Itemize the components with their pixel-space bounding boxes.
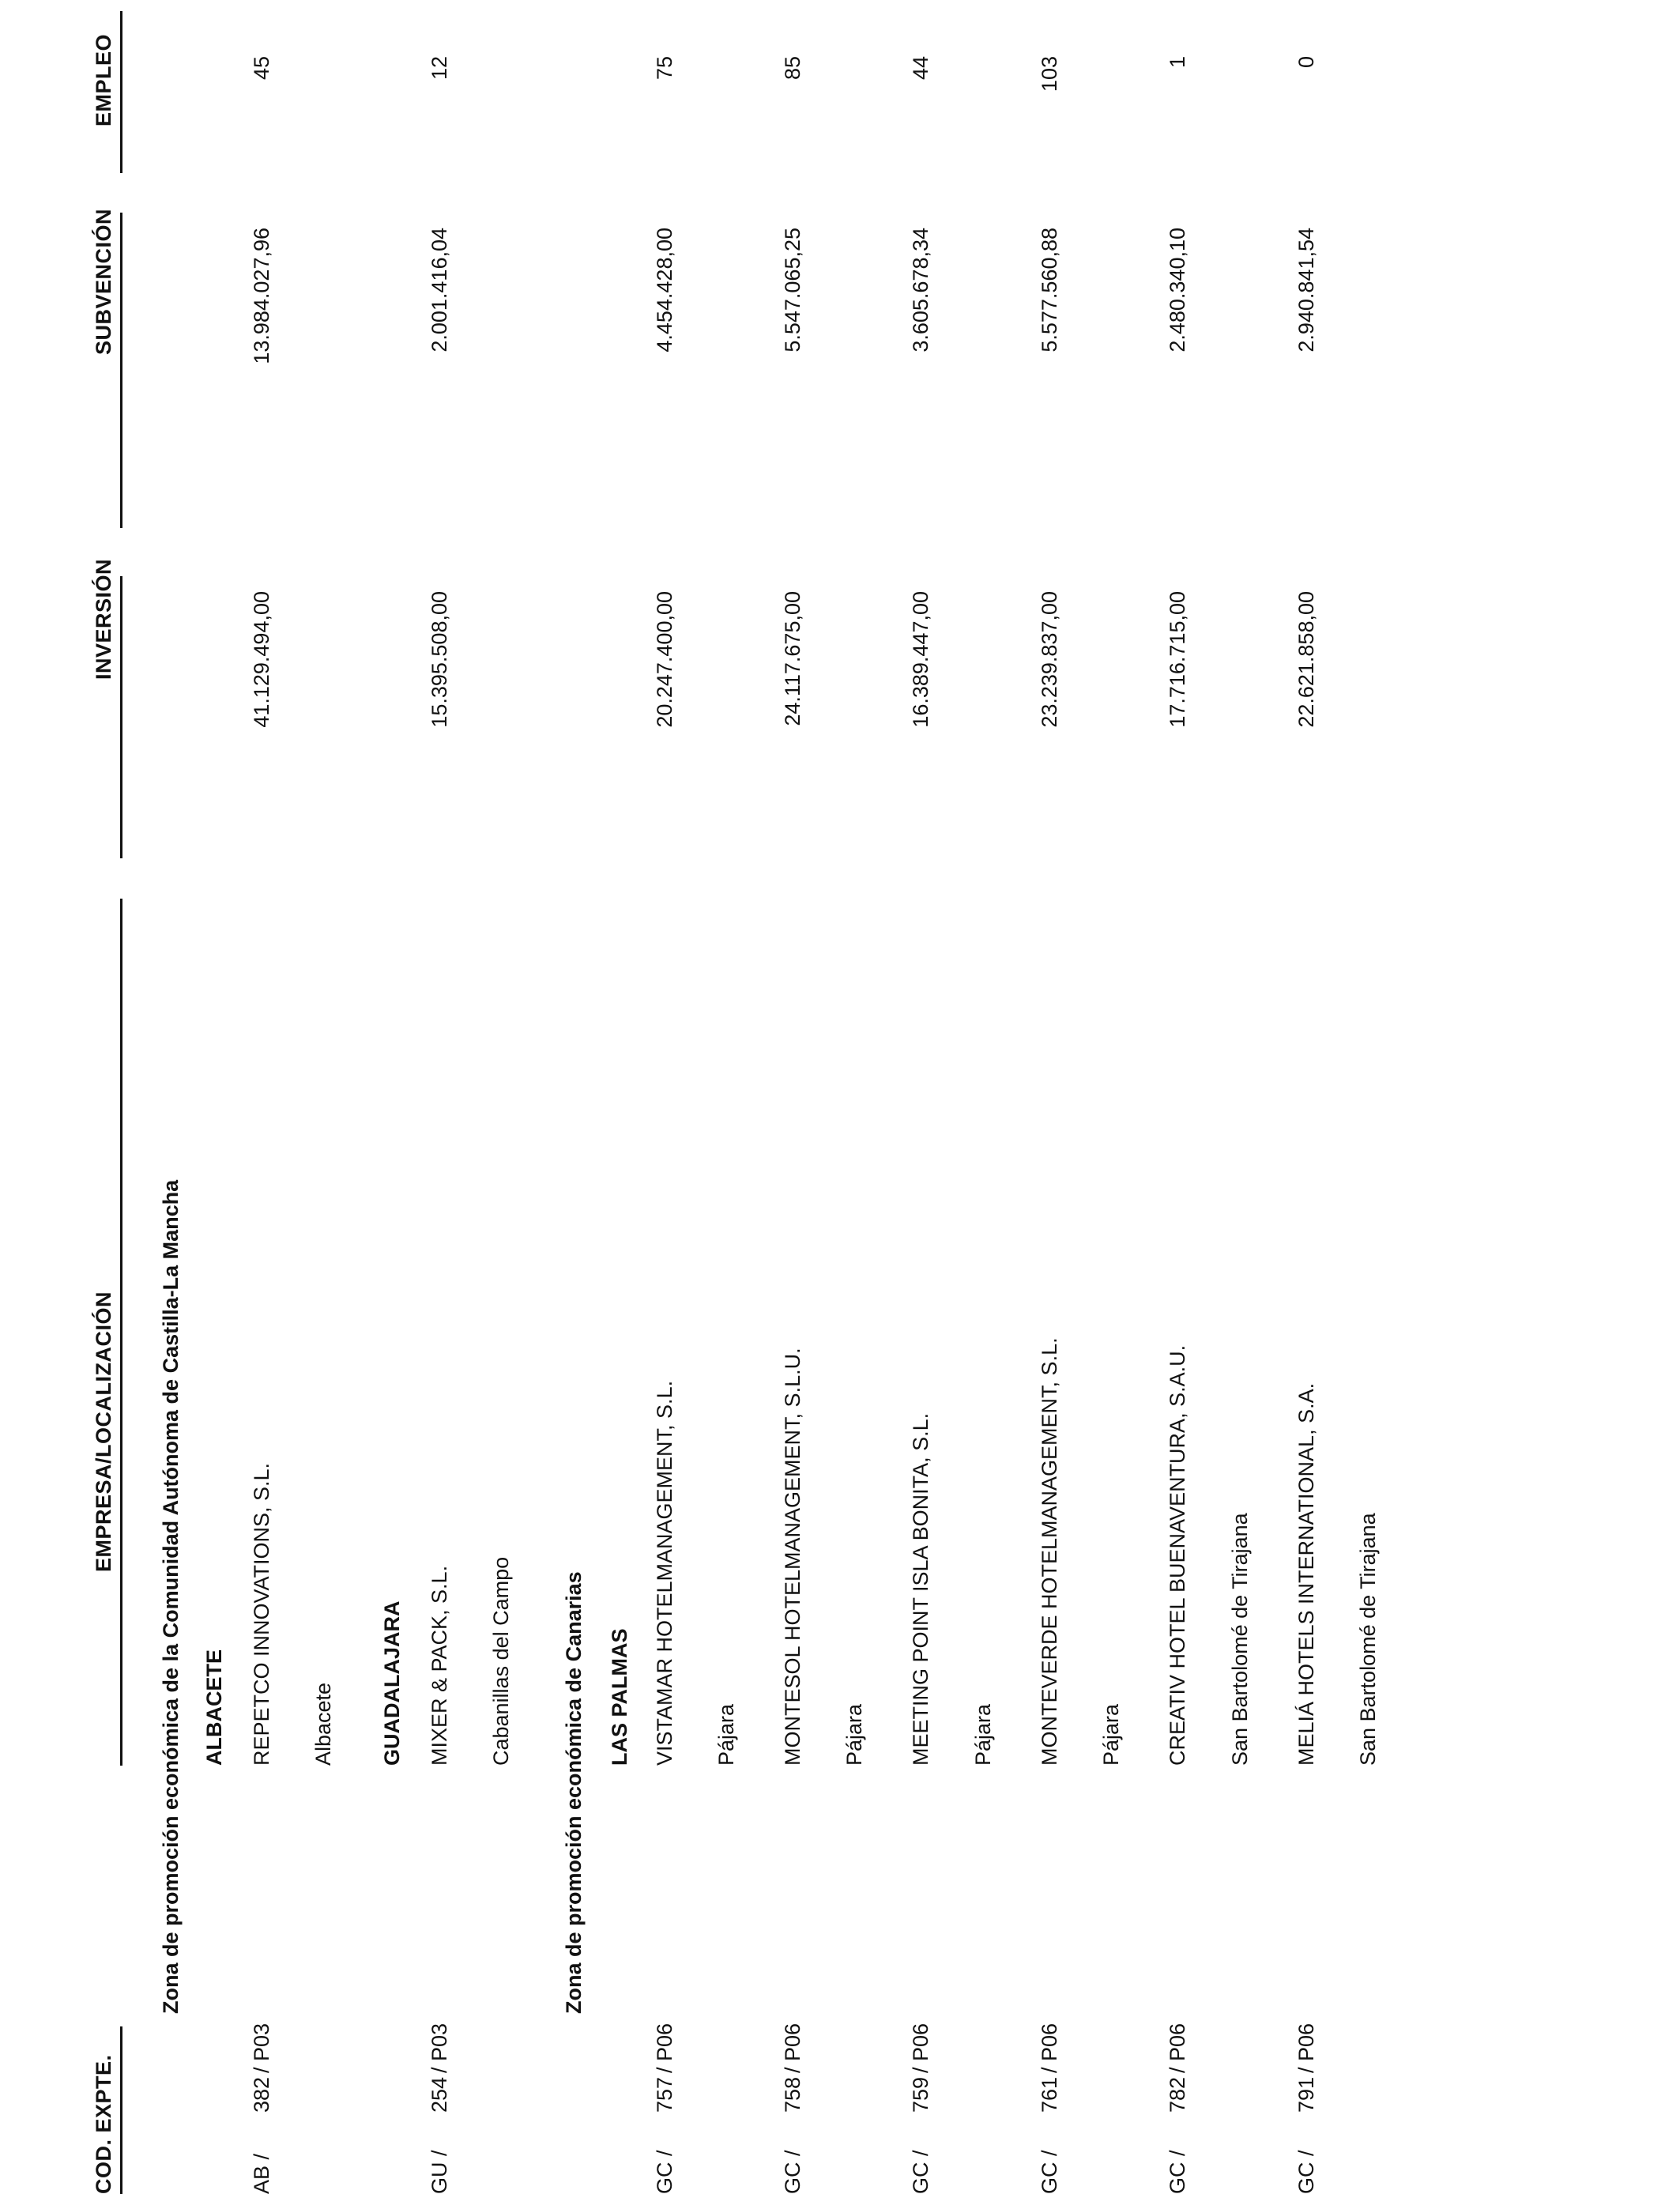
header-empleo: EMPLEO — [92, 33, 115, 126]
subvencion-value: 13.984.027,96 — [250, 228, 273, 364]
header-cod-underline — [120, 2026, 122, 2194]
expediente-number: 758 — [781, 2076, 804, 2113]
expediente-province: GC / — [1294, 2150, 1318, 2194]
expediente-program: / P06 — [1166, 2022, 1189, 2073]
company-name: MONTEVERDE HOTELMANAGEMENT, S.L. — [1038, 1337, 1061, 1766]
expediente-number: 382 — [250, 2076, 273, 2113]
subvencion-value: 4.454.428,00 — [653, 228, 676, 352]
province-las-palmas: LAS PALMAS — [608, 1628, 631, 1766]
subvencion-value: 2.480.340,10 — [1166, 228, 1189, 352]
inversion-value: 17.716.715,00 — [1166, 591, 1189, 728]
expediente-code — [1166, 2022, 1191, 2194]
expediente-program: / P03 — [428, 2022, 451, 2073]
expediente-province: GU / — [428, 2150, 451, 2194]
empleo-value: 45 — [250, 56, 273, 81]
expediente-code — [428, 2022, 453, 2194]
inversion-value: 22.621.858,00 — [1294, 591, 1318, 728]
expediente-province: GC / — [781, 2150, 804, 2194]
expediente-number: 782 — [1166, 2076, 1189, 2113]
company-name: MIXER & PACK, S.L. — [428, 1565, 451, 1766]
empleo-value: 1 — [1166, 56, 1189, 69]
location-name: Albacete — [311, 1682, 335, 1766]
expediente-program: / P06 — [1294, 2022, 1318, 2073]
header-inversion: INVERSIÓN — [92, 558, 115, 680]
inversion-value: 24.117.675,00 — [781, 591, 804, 726]
expediente-program: / P03 — [250, 2022, 273, 2073]
location-name: San Bartolomé de Tirajana — [1228, 1513, 1252, 1766]
location-name: Pájara — [842, 1703, 866, 1766]
inversion-value: 20.247.400,00 — [653, 591, 676, 728]
expediente-code — [653, 2022, 678, 2194]
expediente-number: 757 — [653, 2076, 676, 2113]
empleo-value: 75 — [653, 56, 676, 81]
company-name: MEETING POINT ISLA BONITA, S.L. — [909, 1412, 932, 1766]
expediente-province: GC / — [1166, 2150, 1189, 2194]
location-name: Pájara — [971, 1703, 995, 1766]
location-name: Cabanillas del Campo — [489, 1556, 513, 1766]
province-albacete: ALBACETE — [202, 1649, 226, 1766]
location-name: Pájara — [1099, 1703, 1123, 1766]
inversion-value: 41.129.494,00 — [250, 591, 273, 728]
company-name: CREATIV HOTEL BUENAVENTURA, S.A.U. — [1166, 1344, 1189, 1766]
inversion-value: 16.389.447,00 — [909, 591, 932, 728]
expediente-code — [1294, 2022, 1320, 2194]
inversion-value: 15.395.508,00 — [428, 591, 451, 728]
empleo-value: 103 — [1038, 56, 1061, 92]
subvencion-value: 5.547.065,25 — [781, 228, 804, 352]
company-name: MONTESOL HOTELMANAGEMENT, S.L.U. — [781, 1348, 804, 1766]
company-name: VISTAMAR HOTELMANAGEMENT, S.L. — [653, 1380, 676, 1766]
empleo-value: 12 — [428, 56, 451, 81]
header-cod-expte: COD. EXPTE. — [92, 2054, 115, 2194]
location-name: Pájara — [714, 1703, 738, 1766]
expediente-number: 761 — [1038, 2076, 1061, 2113]
expediente-program: / P06 — [1038, 2022, 1061, 2073]
expediente-province: AB / — [250, 2153, 273, 2194]
expediente-code — [909, 2022, 934, 2194]
expediente-program: / P06 — [909, 2022, 932, 2073]
subvencion-value: 3.605.678,34 — [909, 228, 932, 352]
expediente-province: GC / — [909, 2150, 932, 2194]
expediente-province: GC / — [1038, 2150, 1061, 2194]
expediente-code — [1038, 2022, 1063, 2194]
zone-title-canarias: Zona de promoción económica de Canarias — [562, 1571, 586, 2014]
empleo-value: 85 — [781, 56, 804, 81]
expediente-number: 791 — [1294, 2076, 1318, 2113]
inversion-value: 23.239.837,00 — [1038, 591, 1061, 728]
header-empresa-localizacion: EMPRESA/LOCALIZACIÓN — [92, 1291, 115, 1572]
province-guadalajara: GUADALAJARA — [380, 1600, 404, 1766]
location-name: San Bartolomé de Tirajana — [1356, 1513, 1380, 1766]
header-empleo-underline — [120, 11, 122, 173]
header-empresa-underline — [120, 899, 122, 1766]
empleo-value: 44 — [909, 56, 932, 81]
company-name: REPETCO INNOVATIONS, S.L. — [250, 1462, 273, 1766]
company-name: MELIÁ HOTELS INTERNATIONAL, S.A. — [1294, 1382, 1318, 1766]
header-subvencion: SUBVENCIÓN — [92, 208, 115, 355]
header-subvencion-underline — [120, 213, 122, 528]
header-inversion-underline — [120, 576, 122, 858]
expediente-province: GC / — [653, 2150, 676, 2194]
zone-title-castilla-la-mancha: Zona de promoción económica de la Comunidad Autónoma de Castilla-La Mancha — [159, 1179, 183, 2014]
expediente-program: / P06 — [653, 2022, 676, 2073]
expediente-number: 759 — [909, 2076, 932, 2113]
expediente-number: 254 — [428, 2076, 451, 2113]
expediente-code — [781, 2022, 806, 2194]
expediente-code — [250, 2022, 275, 2194]
empleo-value: 0 — [1294, 56, 1318, 69]
subvencion-value: 5.577.560,88 — [1038, 228, 1061, 352]
expediente-program: / P06 — [781, 2022, 804, 2073]
subvencion-value: 2.940.841,54 — [1294, 228, 1318, 352]
subvencion-value: 2.001.416,04 — [428, 228, 451, 352]
